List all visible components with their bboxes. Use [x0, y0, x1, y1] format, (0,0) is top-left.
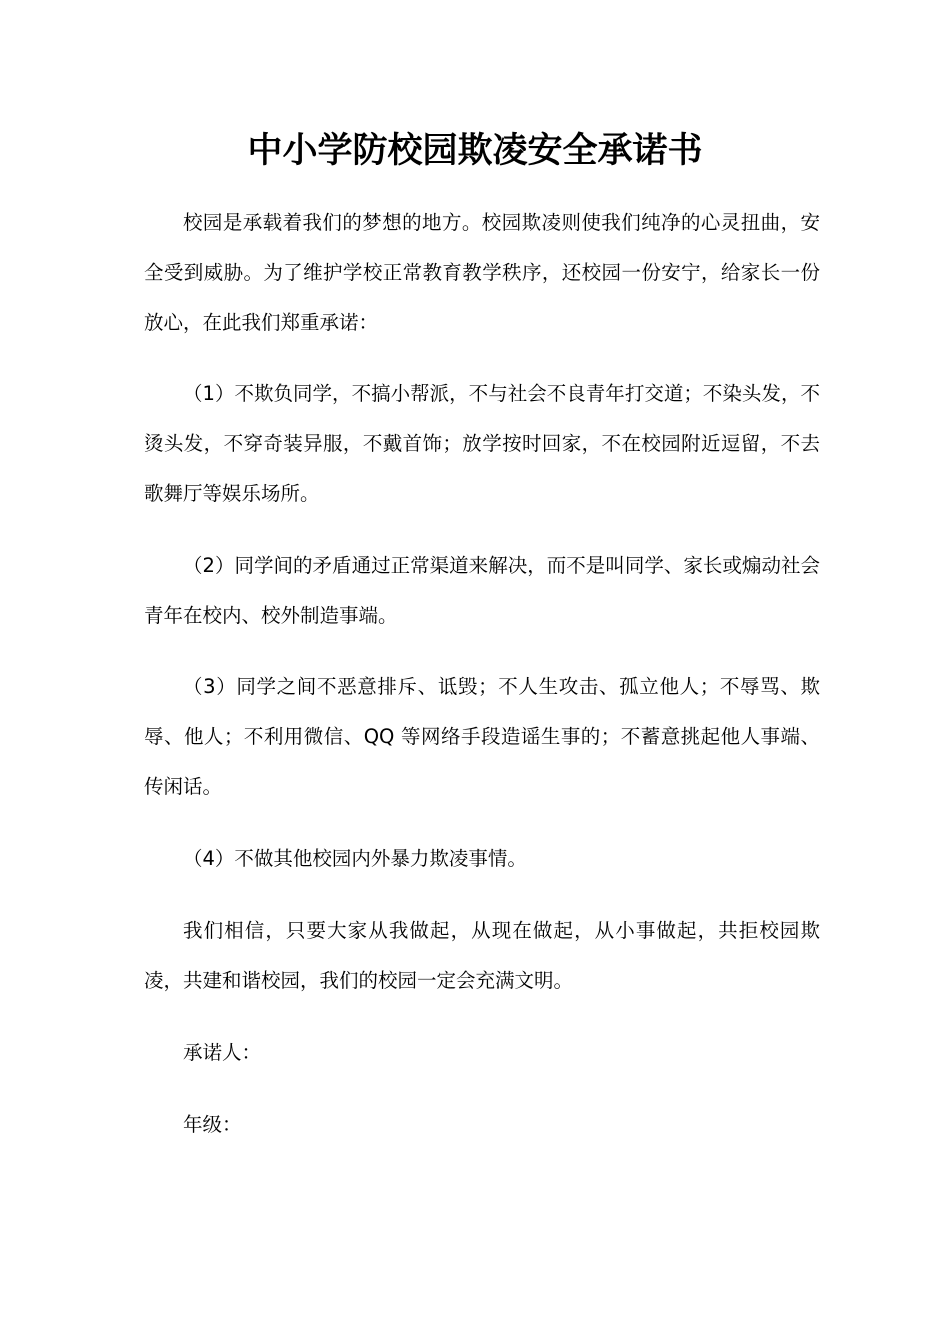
pledger-label: 承诺人：: [183, 1041, 262, 1064]
pledge-item-4: （4）不做其他校园内外暴力欺凌事情。: [183, 847, 527, 870]
grade-label: 年级：: [183, 1113, 242, 1136]
intro-paragraph: 校园是承载着我们的梦想的地方。校园欺凌则使我们纯净的心灵扭曲，安全受到威胁。为了维护学校正常教育教学秩序，还校园一份安宁，给家长一份放心，在此我们郑重承诺：: [144, 211, 820, 334]
closing-paragraph: 我们相信，只要大家从我做起，从现在做起，从小事做起，共拒校园欺凌，共建和谐校园，我们的校园一定会充满文明。: [144, 919, 820, 992]
pledge-item-3: （3）同学之间不恶意排斥、诋毁；不人生攻击、孤立他人；不辱骂、欺辱、他人；不利用微信、QQ 等网络手段造谣生事的；不蓄意挑起他人事端、传闲话。: [144, 675, 820, 798]
pledge-item-1: （1）不欺负同学，不搞小帮派，不与社会不良青年打交道；不染头发，不烫头发，不穿奇装异服，不戴首饰；放学按时回家，不在校园附近逗留，不去歌舞厅等娱乐场所。: [144, 382, 820, 505]
pledge-item-2: （2）同学间的矛盾通过正常渠道来解决，而不是叫同学、家长或煽动社会青年在校内、校外制造事端。: [144, 554, 820, 627]
document-title: 中小学防校园欺凌安全承诺书: [247, 131, 703, 171]
